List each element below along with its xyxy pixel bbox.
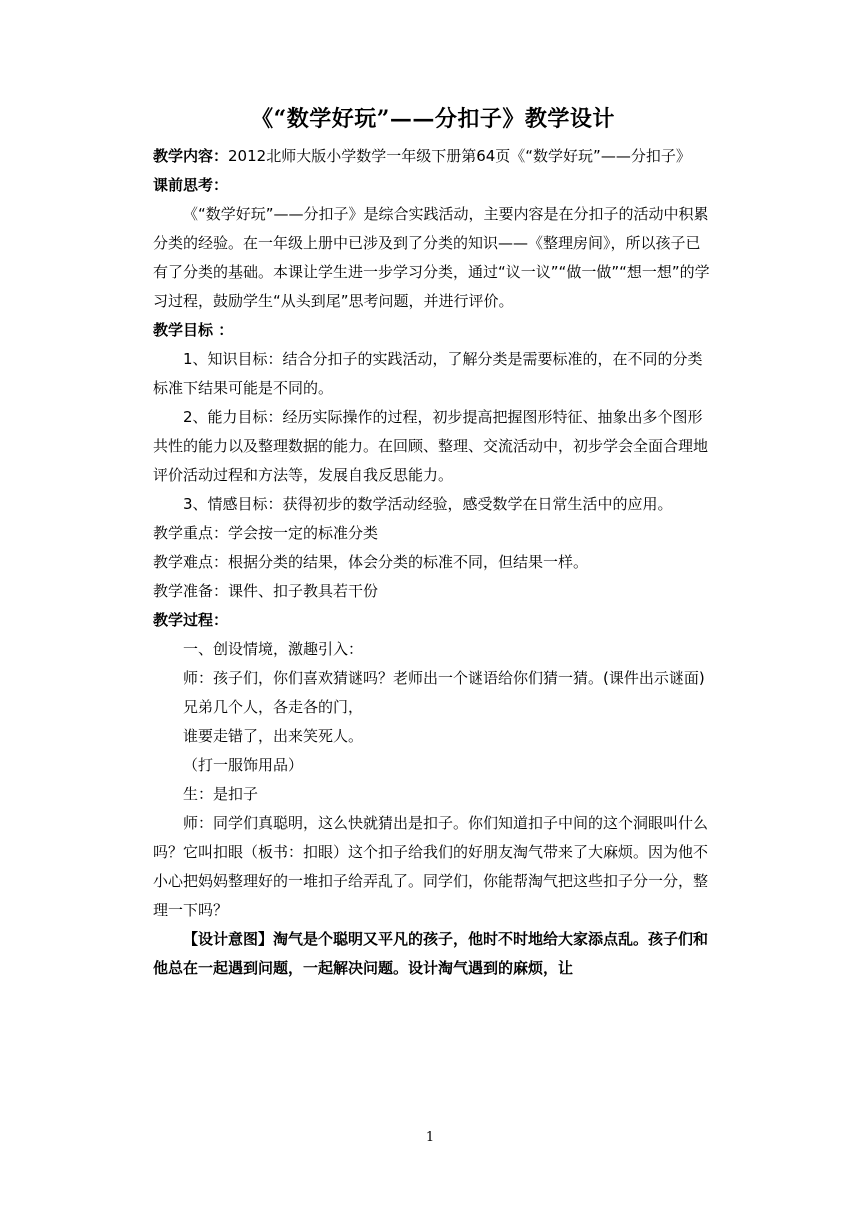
goals-heading: 教学目标 ： [153, 321, 234, 339]
teaching-content-label: 教学内容： [153, 147, 229, 165]
document-body [153, 104, 713, 983]
page-number: 1 [425, 1130, 435, 1145]
teacher-explanation: 师：同学们真聪明，这么快就猜出是扣子。你们知道扣子中间的这个洞眼叫什么吗？它叫扣眼（板书：扣眼）这个扣子给我们的好朋友淘气带来了大麻烦。因为他不小心把妈妈整理好的一堆扣子给弄乱了。同学们，你能帮淘气把这些扣子分一分，整理一下吗？ [153, 814, 709, 919]
teaching-content-text: 2012北师大版小学数学一年级下册第64页《“数学好玩”——分扣子》 [228, 147, 691, 165]
prethink-heading: 课前思考： [153, 176, 229, 194]
design-intent: 【设计意图】淘气是个聪明又平凡的孩子，他时不时地给大家添点乱。孩子们和他总在一起遇到问题，一起解决问题。设计淘气遇到的麻烦，让 [153, 930, 709, 977]
prethink-paragraph: 《“数学好玩”——分扣子》是综合实践活动，主要内容是在分扣子的活动中积累分类的经验。在一年级上册中已涉及到了分类的知识——《整理房间》，所以孩子已有了分类的基础。本课让学生进一步学习分类，通过“议一议”“做一做”“想一想”的学习过程，鼓励学生“从头到尾”思考问题，并进行评价。 [153, 205, 710, 310]
key-point: 教学重点：学会按一定的标准分类 [153, 524, 379, 542]
difficulty: 教学难点：根据分类的结果，体会分类的标准不同，但结果一样。 [153, 553, 589, 571]
goal-ability: 2、能力目标：经历实际操作的过程，初步提高把握图形特征、抽象出多个图形共性的能力以及整理数据的能力。在回顾、整理、交流活动中，初步学会全面合理地评价活动过程和方法等，发展自我反思能力。 [153, 408, 709, 484]
preparation: 教学准备：课件、扣子教具若干份 [153, 582, 379, 600]
teaching-content [153, 142, 713, 171]
riddle-line-2: 谁要走错了，出来笑死人。 [183, 727, 364, 745]
goal-emotion: 3、情感目标：获得初步的数学活动经验，感受数学在日常生活中的应用。 [183, 495, 673, 513]
teacher-question-riddle: 师：孩子们，你们喜欢猜谜吗？老师出一个谜语给你们猜一猜。(课件出示谜面) [183, 669, 705, 687]
process-heading: 教学过程： [153, 611, 229, 629]
riddle-hint: （打一服饰用品） [183, 756, 304, 774]
document-title: 《“数学好玩”——分扣子》教学设计 [251, 106, 615, 132]
step-one-heading: 一、创设情境，激趣引入： [183, 640, 364, 658]
riddle-line-1: 兄弟几个人，各走各的门， [183, 698, 364, 716]
goal-knowledge: 1、知识目标：结合分扣子的实践活动，了解分类是需要标准的，在不同的分类标准下结果可能是不同的。 [153, 350, 703, 397]
student-answer: 生：是扣子 [183, 785, 259, 803]
